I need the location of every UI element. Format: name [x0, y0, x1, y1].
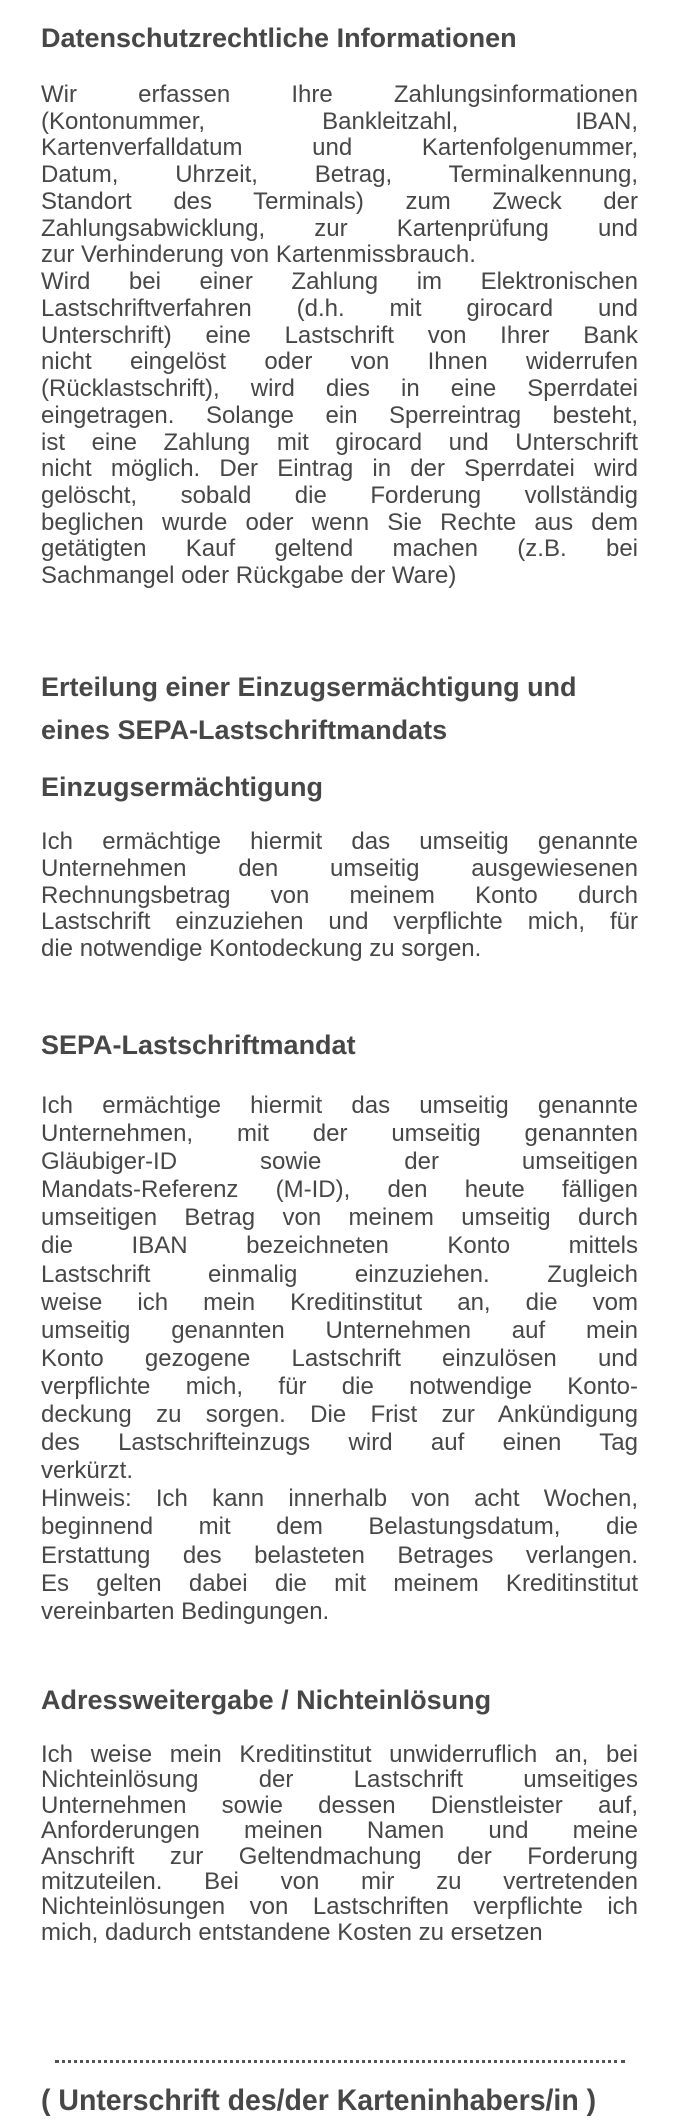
- text-line: Rechnungsbetrag von meinem Konto durch: [41, 881, 638, 909]
- text-line: Unternehmen, mit der umseitig genannten: [41, 1120, 638, 1148]
- signature-label: ( Unterschrift des/der Karteninhabers/in ): [41, 2084, 597, 2117]
- authorization-heading-line2: eines SEPA-Lastschriftmandats: [41, 715, 448, 745]
- text-line: getätigten Kauf geltend machen (z.B. bei: [41, 535, 638, 563]
- text-line: des Lastschrifteinzugs wird auf einen Tag: [41, 1429, 638, 1457]
- text-line: Lastschrift einmalig einzuziehen. Zugleich: [41, 1260, 638, 1288]
- text-line: gelöscht, sobald die Forderung vollständig: [41, 482, 638, 510]
- text-line: beginnend mit dem Belastungsdatum, die: [41, 1513, 638, 1541]
- text-line: Lastschrift einzuziehen und verpflichte mich, für: [41, 908, 638, 936]
- text-line: (Kontonummer, Bankleitzahl, IBAN,: [41, 107, 638, 135]
- text-line: Anforderungen meinen Namen und meine: [41, 1817, 638, 1845]
- text-line: Anschrift zur Geltendmachung der Forderung: [41, 1842, 638, 1870]
- text-line: Kartenverfalldatum und Kartenfolgenummer,: [41, 134, 638, 162]
- text-line: zur Verhinderung von Kartenmissbrauch.: [41, 241, 476, 269]
- text-line: mitzuteilen. Bei von mir zu vertretenden: [41, 1868, 638, 1896]
- text-line: Hinweis: Ich kann innerhalb von acht Wochen,: [41, 1485, 638, 1513]
- direct-debit-heading: Einzugsermächtigung: [41, 772, 324, 802]
- text-line: Wir erfassen Ihre Zahlungsinformationen: [41, 81, 638, 108]
- text-line: vereinbarten Bedingungen.: [41, 1597, 330, 1625]
- text-line: Nichteinlösung der Lastschrift umseitiges: [41, 1766, 638, 1794]
- text-line: Ich ermächtige hiermit das umseitig genannte: [41, 828, 638, 855]
- text-line: weise ich mein Kreditinstitut an, die vom: [41, 1288, 638, 1316]
- text-line: beglichen wurde oder wenn Sie Rechte aus dem: [41, 508, 638, 536]
- text-line: nicht eingelöst oder von Ihnen widerrufen: [41, 348, 638, 376]
- text-line: eingetragen. Solange ein Sperreintrag besteht,: [41, 401, 638, 429]
- text-line: Unterschrift) eine Lastschrift von Ihrer Bank: [41, 321, 638, 349]
- text-line: Ich weise mein Kreditinstitut unwiderruflich an, bei: [41, 1741, 638, 1768]
- text-line: verkürzt.: [41, 1457, 134, 1485]
- text-line: umseitigen Betrag von meinem umseitig durch: [41, 1204, 638, 1232]
- text-line: Lastschriftverfahren (d.h. mit girocard und: [41, 294, 638, 322]
- text-line: verpflichte mich, für die notwendige Konto-: [41, 1372, 638, 1400]
- privacy-heading: Datenschutzrechtliche Informationen: [41, 23, 517, 53]
- text-line: Zahlungsabwicklung, zur Kartenprüfung und: [41, 214, 638, 242]
- text-line: Es gelten dabei die mit meinem Kreditinstitut: [41, 1569, 638, 1597]
- authorization-heading-line1: Erteilung einer Einzugsermächtigung und: [41, 672, 577, 702]
- address-paragraph: [41, 1742, 638, 1945]
- text-line: Datum, Uhrzeit, Betrag, Terminalkennung,: [41, 161, 638, 189]
- text-line: Sachmangel oder Rückgabe der Ware): [41, 562, 457, 590]
- sepa-paragraph: [41, 1092, 638, 1626]
- direct-debit-paragraph: [41, 829, 638, 963]
- text-line: mich, dadurch entstandene Kosten zu ersetzen: [41, 1918, 543, 1946]
- text-line: deckung zu sorgen. Die Frist zur Ankündigung: [41, 1401, 638, 1429]
- privacy-paragraph: [41, 82, 638, 590]
- text-line: Wird bei einer Zahlung im Elektronischen: [41, 268, 638, 296]
- text-line: Konto gezogene Lastschrift einzulösen und: [41, 1344, 638, 1372]
- text-line: Ich ermächtige hiermit das umseitig genannte: [41, 1092, 638, 1119]
- text-line: Gläubiger-ID sowie der umseitigen: [41, 1148, 638, 1176]
- text-line: Nichteinlösungen von Lastschriften verpflichte ich: [41, 1893, 638, 1921]
- text-line: die notwendige Kontodeckung zu sorgen.: [41, 935, 482, 963]
- text-line: ist eine Zahlung mit girocard und Unterschrift: [41, 428, 638, 456]
- text-line: Unternehmen sowie dessen Dienstleister auf,: [41, 1791, 638, 1819]
- text-line: umseitig genannten Unternehmen auf mein: [41, 1316, 638, 1344]
- text-line: die IBAN bezeichneten Konto mittels: [41, 1232, 638, 1260]
- text-line: Unternehmen den umseitig ausgewiesenen: [41, 854, 638, 882]
- text-line: Mandats-Referenz (M-ID), den heute fälligen: [41, 1176, 638, 1204]
- signature-line: [55, 2060, 625, 2063]
- text-line: nicht möglich. Der Eintrag in der Sperrdatei wird: [41, 455, 638, 483]
- text-line: Erstattung des belasteten Betrages verlangen.: [41, 1541, 638, 1569]
- sepa-heading: SEPA-Lastschriftmandat: [41, 1030, 356, 1060]
- text-line: (Rücklastschrift), wird dies in eine Sperrdatei: [41, 375, 638, 403]
- address-heading: Adressweitergabe / Nichteinlösung: [41, 1685, 492, 1715]
- text-line: Standort des Terminals) zum Zweck der: [41, 187, 638, 215]
